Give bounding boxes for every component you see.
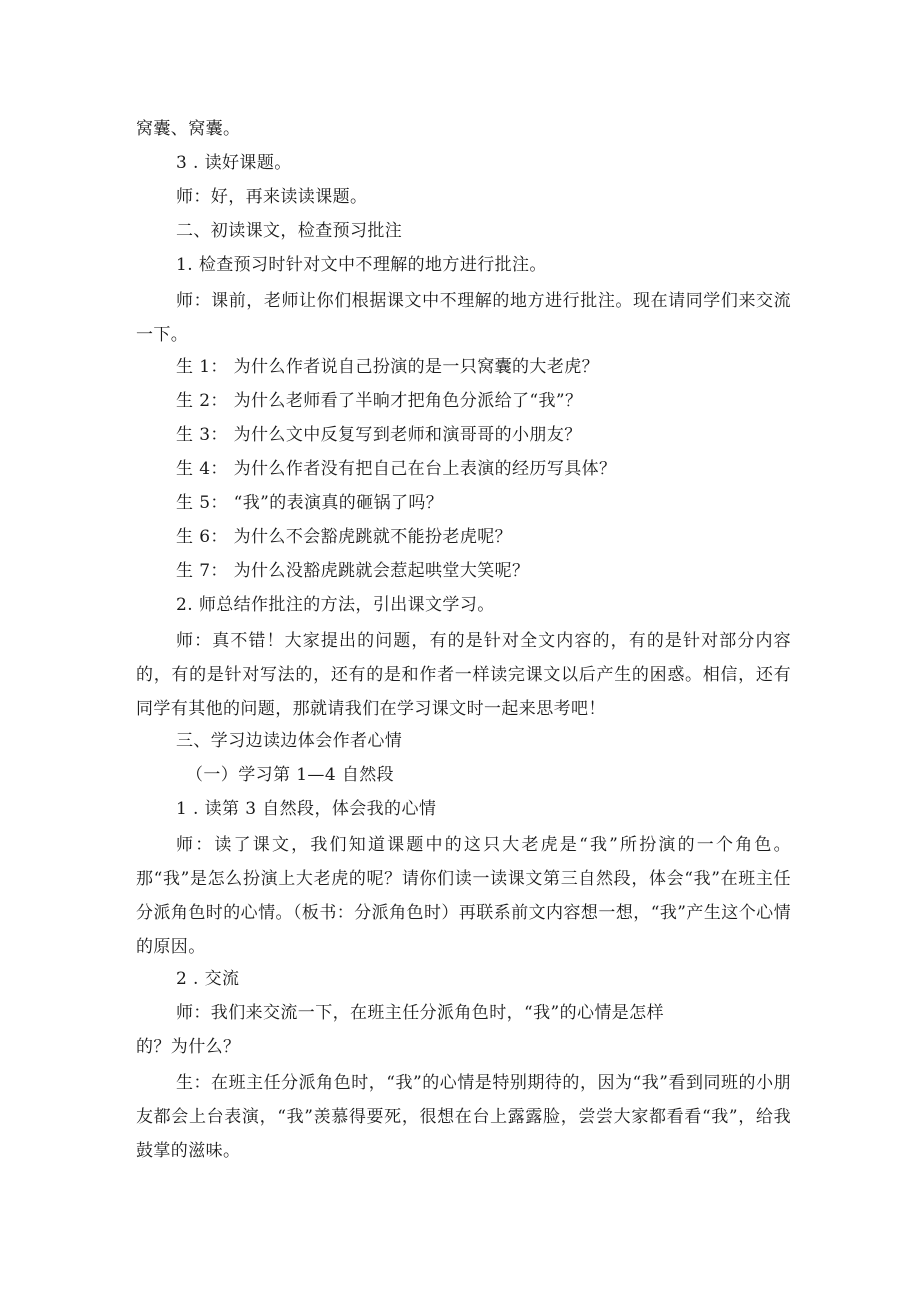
student-question: 生 7： 为什么没豁虎跳就会惹起哄堂大笑呢？: [176, 561, 530, 581]
subsection-heading: （一）学习第 1—4 自然段: [186, 765, 395, 785]
numbered-item: 1. 检查预习时针对文中不理解的地方进行批注。: [176, 255, 547, 275]
numbered-item: 2. 师总结作批注的方法，引出课文学习。: [176, 595, 495, 615]
section-heading: 二、初读课文，检查预习批注: [176, 221, 403, 241]
teacher-line: 师：我们来交流一下，在班主任分派角色时，“我”的心情是怎样: [176, 1003, 664, 1023]
student-question: 生 3： 为什么文中反复写到老师和演哥哥的小朋友？: [176, 425, 582, 445]
student-paragraph: 生：在班主任分派角色时，“我”的心情是特别期待的，因为“我”看到同班的小朋友都会上台表演，“我”羡慕得要死，很想在台上露露脸，尝尝大家都看看“我”，给我鼓掌的滋味。: [136, 1073, 791, 1161]
section-heading: 三、学习边读边体会作者心情: [176, 731, 403, 751]
student-question: 生 1： 为什么作者说自己扮演的是一只窝囊的大老虎？: [176, 357, 600, 377]
numbered-item: 1 . 读第 3 自然段，体会我的心情: [176, 799, 437, 819]
numbered-item: 2 . 交流: [176, 969, 240, 989]
teacher-line-continued: 的？为什么？: [136, 1037, 241, 1057]
numbered-item: 3 . 读好课题。: [176, 153, 292, 173]
student-question: 生 6： 为什么不会豁虎跳就不能扮老虎呢？: [176, 527, 513, 547]
teacher-paragraph: 师：课前，老师让你们根据课文中不理解的地方进行批注。现在请同学们来交流一下。: [136, 291, 791, 345]
student-question: 生 2： 为什么老师看了半晌才把角色分派给了“我”？: [176, 391, 583, 411]
teacher-paragraph: 师：真不错！大家提出的问题，有的是针对全文内容的，有的是针对部分内容的，有的是针对写法的，还有的是和作者一样读完课文以后产生的困惑。相信，还有同学有其他的问题，那就请我们在学习课文时一起来思考吧！: [136, 631, 791, 719]
student-question: 生 5： “我”的表演真的砸锅了吗？: [176, 493, 444, 513]
teacher-line: 师：好，再来读读课题。: [176, 187, 368, 207]
text-line: 窝囊、窝囊。: [136, 119, 241, 139]
teacher-paragraph: 师：读了课文，我们知道课题中的这只大老虎是“我”所扮演的一个角色。那“我”是怎么扮演上大老虎的呢？请你们读一读课文第三自然段，体会“我”在班主任分派角色时的心情。（板书：分派角色时）再联系前文内容想一想，“我”产生这个心情的原因。: [136, 835, 791, 957]
student-question: 生 4： 为什么作者没有把自己在台上表演的经历写具体？: [176, 459, 617, 479]
